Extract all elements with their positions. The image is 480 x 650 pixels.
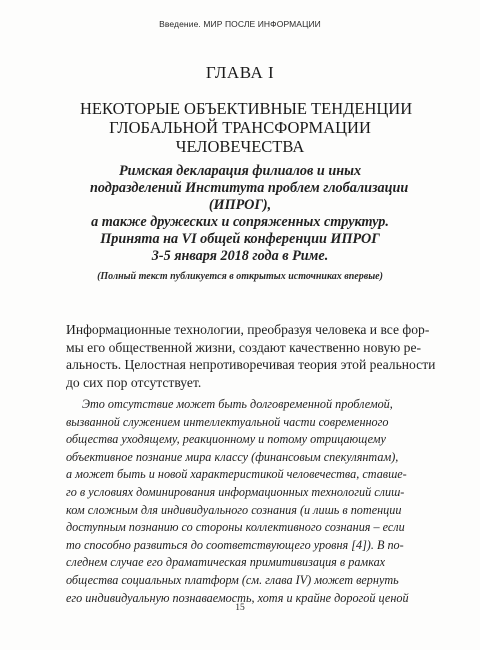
text-line: общества социальных платформ (см. глава IV) может вернуть [66,572,399,587]
declaration-line: 3-5 января 2018 года в Риме. [151,248,329,264]
running-head: Введение. МИР ПОСЛЕ ИНФОРМАЦИИ [159,19,321,29]
heading-line: ГЛОБАЛЬНОЙ ТРАНСФОРМАЦИИ [109,118,371,137]
declaration-line: (ИПРОГ), [208,197,272,213]
body-paragraph-1 [66,321,436,391]
text-line: альность. Целостная непротиворечивая теория этой реальности [66,357,436,373]
text-line: следнем случае его драматическая примитивизация в рамках [66,555,386,570]
declaration-line: подразделений Института проблем глобализации [90,180,409,196]
declaration-line: Римская декларация филиалов и иных [118,163,362,179]
text-line: доступным познанию со стороны коллективного сознания – если [66,520,405,535]
text-line: мы его общественной жизни, создают качественно новую ре- [66,339,422,355]
heading-line: НЕКОТОРЫЕ ОБЪЕКТИВНЫЕ ТЕНДЕНЦИИ [80,99,413,118]
text-line: то способно развиться до соответствующего уровня [4]). В по- [66,537,404,552]
text-line: до сих пор отсутствует. [66,374,202,390]
heading-line: ЧЕЛОВЕЧЕСТВА [175,137,305,156]
text-line: Это отсутствие может быть долговременной проблемой, [82,397,393,411]
text-line: го в условиях доминирования информационных технологий слиш- [66,484,405,499]
text-line: объективное познание мира классу (финансовым спекулянтам), [66,449,399,464]
chapter-heading [80,99,413,156]
text-line: Информационные технологии, преобразуя человека и все фор- [66,322,430,337]
text-line: ком сложным для индивидуального сознания (и лишь в потенции [66,502,402,517]
page-number: 15 [235,603,245,613]
body-paragraph-2 [66,396,421,607]
text-line: общества уходящему, реакционному и потому отрицающему [66,432,386,447]
declaration-block [90,163,409,265]
text-line: а может быть и новой характеристикой человечества, ставше- [66,467,407,482]
declaration-line: Принята на VI общей конференции ИПРОГ [100,231,380,247]
declaration-line: а также дружеских и сопряженных структур. [91,214,389,230]
text-line: вызванной служением интеллектуальной части современного [66,414,389,429]
text-line: его индивидуальную познаваемость, хотя и крайне дорогой ценой [66,590,409,605]
publication-note: (Полный текст публикуется в открытых источниках впервые) [97,271,383,282]
chapter-title: ГЛАВА I [205,63,275,82]
